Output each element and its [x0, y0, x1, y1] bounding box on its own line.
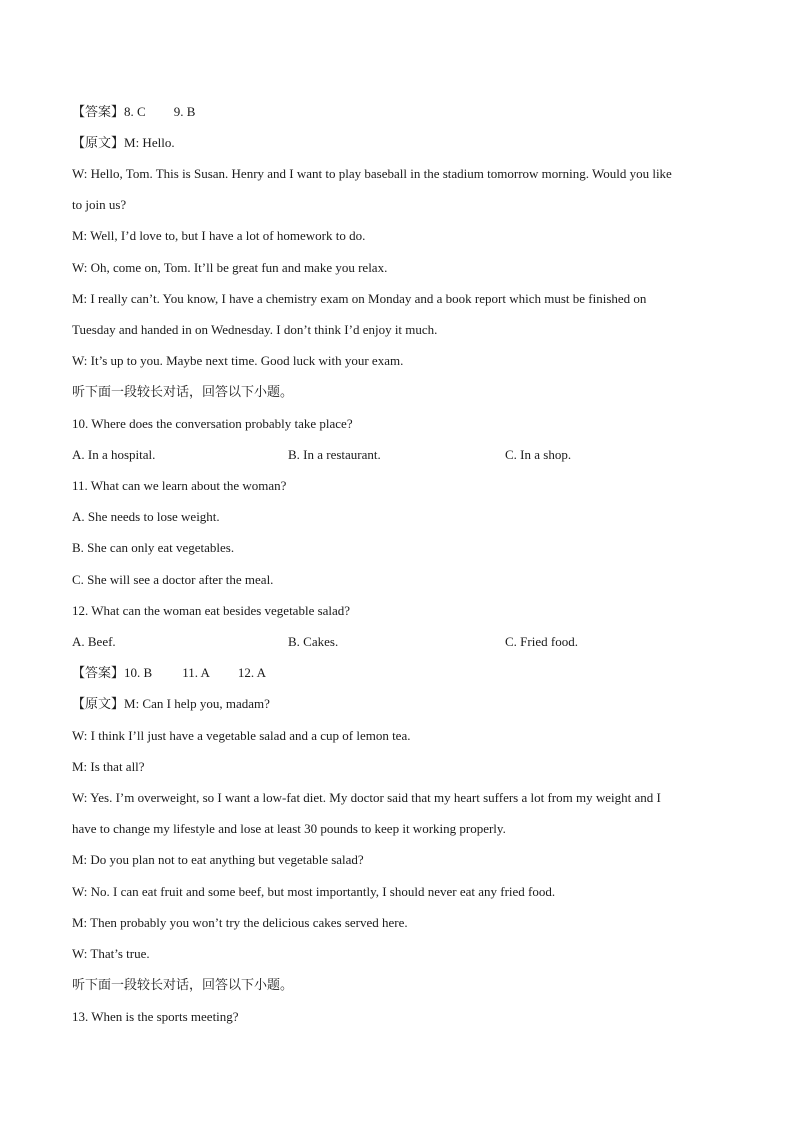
answer-item: 8. C [124, 104, 146, 119]
option-c: C. Fried food. [505, 634, 578, 649]
answer-item: 10. B [124, 665, 153, 680]
answer-item: 9. B [173, 104, 196, 119]
option-a: A. Beef. [72, 634, 116, 649]
instruction-text: 听下面一段较长对话，回答以下小题。 [72, 977, 294, 992]
option-a: A. In a hospital. [72, 447, 156, 462]
dialogue-line: W: Hello, Tom. This is Susan. Henry and I want to play baseball in the stadium tomorrow morning. Would you like [72, 166, 672, 181]
dialogue-line: W: I think I’ll just have a vegetable salad and a cup of lemon tea. [72, 728, 411, 743]
dialogue-line: M: Is that all? [72, 759, 145, 774]
answer-tag: 【答案】 [72, 665, 125, 680]
dialogue-line: W: Yes. I’m overweight, so I want a low-fat diet. My doctor said that my heart suffers a lot from my weight and I [72, 790, 661, 805]
dialogue-line: W: That’s true. [72, 946, 150, 961]
dialogue-text: M: Hello. [124, 135, 175, 150]
dialogue-line: M: I really can’t. You know, I have a chemistry exam on Monday and a book report which must be finished on [72, 291, 647, 306]
answer-item: 12. A [237, 665, 267, 680]
dialogue-line: have to change my lifestyle and lose at least 30 pounds to keep it working properly. [72, 821, 506, 836]
answer-item: 11. A [182, 665, 210, 680]
dialogue-line: W: Oh, come on, Tom. It’ll be great fun and make you relax. [72, 260, 388, 275]
dialogue-line: Tuesday and handed in on Wednesday. I don’t think I’d enjoy it much. [72, 322, 438, 337]
transcript-tag: 【原文】 [72, 696, 125, 711]
dialogue-line: M: Do you plan not to eat anything but vegetable salad? [72, 852, 364, 867]
option-b: B. Cakes. [288, 634, 339, 649]
answer-tag: 【答案】 [72, 104, 125, 119]
instruction-text: 听下面一段较长对话，回答以下小题。 [72, 384, 294, 399]
question-stem: 12. What can the woman eat besides vegetable salad? [72, 603, 351, 618]
dialogue-text: M: Can I help you, madam? [124, 696, 270, 711]
question-stem: 13. When is the sports meeting? [72, 1009, 239, 1024]
transcript-line [72, 135, 732, 151]
dialogue-line: M: Well, I’d love to, but I have a lot of homework to do. [72, 228, 366, 243]
dialogue-line: W: It’s up to you. Maybe next time. Good luck with your exam. [72, 353, 404, 368]
question-stem: 10. Where does the conversation probably take place? [72, 416, 353, 431]
transcript-tag: 【原文】 [72, 135, 125, 150]
option-c: C. She will see a doctor after the meal. [72, 572, 274, 587]
answer-line-1 [72, 104, 732, 120]
option-b: B. In a restaurant. [288, 447, 381, 462]
option-a: A. She needs to lose weight. [72, 509, 220, 524]
question-stem: 11. What can we learn about the woman? [72, 478, 287, 493]
dialogue-line: W: No. I can eat fruit and some beef, but most importantly, I should never eat any fried food. [72, 884, 556, 899]
answer-line-2 [72, 665, 732, 681]
option-b: B. She can only eat vegetables. [72, 540, 235, 555]
transcript-line [72, 696, 732, 712]
dialogue-line: M: Then probably you won’t try the delicious cakes served here. [72, 915, 408, 930]
dialogue-line: to join us? [72, 197, 127, 212]
option-c: C. In a shop. [505, 447, 572, 462]
